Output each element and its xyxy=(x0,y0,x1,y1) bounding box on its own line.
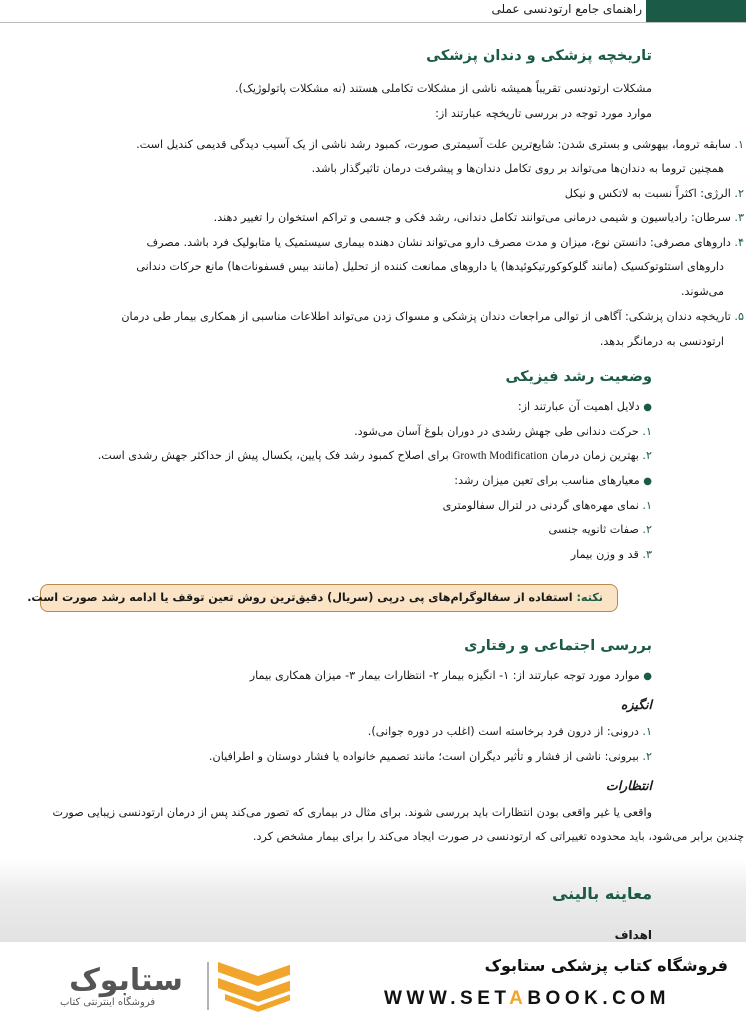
note-box xyxy=(27,584,618,612)
history-item-2: ۲. الرژی: اکثراً نسبت به لاتکس و نیکل xyxy=(564,187,744,200)
header-divider xyxy=(0,22,746,23)
history-item-1-line-1: ۱. سابقه تروما، بیهوشی و بستری شدن: شایع‌ترین علت آسیمتری صورت، کمبود رشد ناشی از یک آسیب دیدگی قدیمی کندیل است. xyxy=(136,138,744,151)
subheading-expectations: انتظارات xyxy=(605,778,652,793)
logo-wordmark: ستابوک xyxy=(69,963,183,998)
history-lead: موارد مورد توجه در بررسی تاریخچه عبارتند از: xyxy=(435,107,652,120)
growth-criterion-1: ۱. نمای مهره‌های گردنی در لترال سفالومتری xyxy=(442,499,652,512)
growth-reason-2: ۲. بهترین زمان درمان Growth Modification برای اصلاح کمبود رشد فک پایین، یکسال پیش از حداکثر جهش رشدی است. xyxy=(97,449,652,462)
motivation-item-2: ۲. بیرونی: ناشی از فشار و تأثیر دیگران است؛ مانند تصمیم خانواده یا فشار دوستان و اطرافیان. xyxy=(208,750,652,763)
growth-bullet-criteria: ● معیارهای مناسب برای تعین میزان رشد: xyxy=(454,474,652,487)
header-accent-bar xyxy=(646,0,746,22)
growth-criterion-2: ۲. صفات ثانویه جنسی xyxy=(548,523,652,536)
bullet-icon: ● xyxy=(643,476,652,487)
subheading-motivation: انگیزه xyxy=(620,697,652,712)
history-item-4-line-3: می‌شوند. xyxy=(680,285,724,298)
section-title-clinical: معاینه بالینی xyxy=(551,884,652,903)
history-item-4-line-2: داروهای استئوتوکسیک (مانند گلوکوکورتیکوئیدها) یا داروهای ممانعت کننده از تحلیل (مانند بیس فسفونات‌ها) مانع حرکات دندانی xyxy=(136,260,724,273)
shop-url-link[interactable]: WWW.SETABOOK.COM xyxy=(384,988,670,1009)
growth-criterion-3: ۳. قد و وزن بیمار xyxy=(570,548,652,561)
chevron-logo-icon xyxy=(218,962,290,1012)
shop-name: فروشگاه کتاب پزشکی ستابوک xyxy=(484,956,728,975)
growth-reason-1: ۱. حرکت دندانی طی جهش رشدی در دوران بلوغ آسان می‌شود. xyxy=(354,425,652,438)
subheading-objectives: اهداف xyxy=(614,928,652,942)
logo-subtitle: فروشگاه اینترنتی کتاب xyxy=(60,997,156,1008)
bullet-icon: ● xyxy=(643,402,652,413)
history-intro: مشکلات ارتودنسی تقریباً همیشه ناشی از مشکلات تکاملی هستند (نه مشکلات پاتولوژیک). xyxy=(234,82,652,95)
social-bullet: ● موارد مورد توجه عبارتند از: ۱- انگیزه بیمار ۲- انتظارات بیمار ۳- میزان همکاری بیمار xyxy=(249,669,652,682)
motivation-item-1: ۱. درونی: از درون فرد برخاسته است (اغلب در دوره جوانی). xyxy=(367,725,652,738)
history-item-5-line-1: ۵. تاریخچه دندان پزشکی: آگاهی از توالی مراجعات دندان پزشکی و مسواک زدن می‌تواند اطلاعات مناسبی از همکاری بیمار طی درمان xyxy=(121,310,744,323)
footer-banner xyxy=(0,942,746,1023)
history-item-3: ۳. سرطان: رادیاسیون و شیمی درمانی می‌توانند تکامل دندانی، رشد فکی و جسمی و تراکم استخوان را تغییر دهند. xyxy=(213,211,744,224)
section-title-growth: وضعیت رشد فیزیکی xyxy=(505,369,652,385)
history-item-4-line-1: ۴. داروهای مصرفی: دانستن نوع، میزان و مدت مصرف دارو می‌تواند نشان دهنده بیماری سیستمیک یا متابولیک فرد باشد. مصرف xyxy=(146,236,744,249)
growth-bullet-reasons: ● دلایل اهمیت آن عبارتند از: xyxy=(517,400,652,413)
note-label: نکته: xyxy=(576,591,603,604)
history-item-1-line-2: همچنین تروما به دندان‌ها می‌تواند بر روی تکامل دندان‌ها و پیشرفت درمان تاثیرگذار باشد. xyxy=(311,162,724,175)
running-header-title: راهنمای جامع ارتودنسی عملی xyxy=(491,2,642,16)
history-item-5-line-2: ارتودنسی به درمانگر بدهد. xyxy=(599,335,724,348)
section-title-history: تاریخچه پزشکی و دندان پزشکی xyxy=(426,48,652,64)
expectations-line-2: چندین برابر می‌شود، باید محدوده تغییراتی که ارتودنسی در صورت ایجاد می‌کند را برای بیمار مشخص کرد. xyxy=(252,830,744,843)
note-text: نکته: استفاده از سفالوگرام‌های پی درپی (سریال) دقیق‌ترین روش تعین توقف یا ادامه رشد صورت است. xyxy=(27,591,603,604)
bullet-icon: ● xyxy=(643,671,652,682)
section-title-social: بررسی اجتماعی و رفتاری xyxy=(464,638,652,654)
expectations-line-1: واقعی یا غیر واقعی بودن انتظارات باید بررسی شوند. برای مثال در بیماری که تصور می‌کند پس از درمان ارتودنسی زیبایی صورت xyxy=(52,806,652,819)
